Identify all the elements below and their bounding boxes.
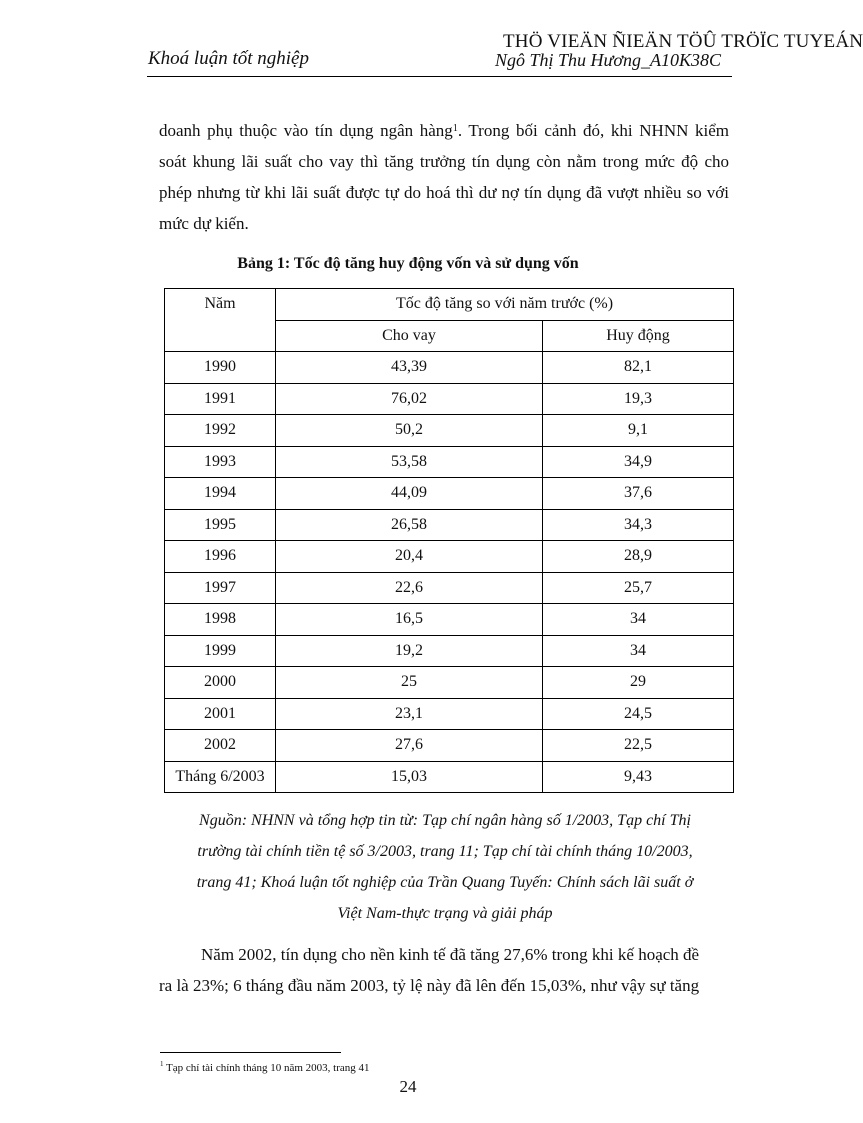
cell-loan: 76,02: [276, 383, 543, 415]
cell-year: 1993: [165, 446, 276, 478]
cell-year: 1994: [165, 478, 276, 510]
footnote-marker: 1: [160, 1060, 164, 1068]
cell-year: 1998: [165, 604, 276, 636]
cell-loan: 23,1: [276, 698, 543, 730]
header-watermark: THÖ VIEÄN ÑIEÄN TÖÛ TRÖÏC TUYEÁN: [503, 31, 863, 52]
cell-deposit: 19,3: [543, 383, 734, 415]
table-row: [165, 415, 734, 447]
header-loan: Cho vay: [276, 320, 543, 352]
cell-deposit: 24,5: [543, 698, 734, 730]
body-line-1: Năm 2002, tín dụng cho nền kinh tế đã tăng 27,6% trong khi kế hoạch đề: [201, 945, 700, 964]
cell-loan: 15,03: [276, 761, 543, 793]
source-line-2: trường tài chính tiền tệ số 3/2003, trang 11; Tạp chí tài chính tháng 10/2003,: [197, 843, 693, 860]
body-line-2: ra là 23%; 6 tháng đầu năm 2003, tỷ lệ này đã lên đến 15,03%, như vậy sự tăng: [159, 976, 700, 995]
cell-loan: 22,6: [276, 572, 543, 604]
header-rule: [147, 76, 732, 77]
cell-loan: 19,2: [276, 635, 543, 667]
footnote-rule: [160, 1052, 341, 1053]
table-source: [160, 805, 730, 929]
cell-year: 2000: [165, 667, 276, 699]
page-number: 24: [399, 1077, 417, 1096]
intro-line-1a: doanh phụ thuộc vào tín dụng ngân hàng: [159, 121, 453, 140]
source-line-3: trang 41; Khoá luận tốt nghiệp của Trần Quang Tuyến: Chính sách lãi suất ở: [196, 874, 694, 891]
table-row: [165, 635, 734, 667]
intro-line-3: phép nhưng từ khi lãi suất được tự do hoá thì dư nợ tín dụng đã vượt nhiều so với: [159, 183, 729, 202]
cell-loan: 26,58: [276, 509, 543, 541]
table-row: [165, 446, 734, 478]
cell-loan: 53,58: [276, 446, 543, 478]
cell-loan: 25: [276, 667, 543, 699]
header-group: Tốc độ tăng so với năm trước (%): [276, 289, 734, 321]
cell-loan: 16,5: [276, 604, 543, 636]
cell-year: 1999: [165, 635, 276, 667]
header-deposit: Huy động: [543, 320, 734, 352]
intro-line-4: mức dự kiến.: [159, 214, 249, 233]
table-row: [165, 509, 734, 541]
table-row: [165, 572, 734, 604]
table-row: [165, 541, 734, 573]
source-line-4: Việt Nam-thực trạng và giải pháp: [337, 905, 553, 922]
cell-deposit: 28,9: [543, 541, 734, 573]
table-row: [165, 698, 734, 730]
intro-line-2: soát khung lãi suất cho vay thì tăng trưởng tín dụng còn nằm trong mức độ cho: [159, 152, 729, 171]
cell-year: 1996: [165, 541, 276, 573]
table-row: [165, 352, 734, 384]
cell-year: 1990: [165, 352, 276, 384]
body-paragraph: [159, 939, 729, 1001]
cell-deposit: 34: [543, 635, 734, 667]
table-row: [165, 478, 734, 510]
footnote-text: Tạp chí tài chính tháng 10 năm 2003, trang 41: [163, 1062, 370, 1074]
cell-loan: 43,39: [276, 352, 543, 384]
cell-loan: 50,2: [276, 415, 543, 447]
cell-year: Tháng 6/2003: [165, 761, 276, 793]
cell-deposit: 34: [543, 604, 734, 636]
cell-loan: 27,6: [276, 730, 543, 762]
source-line-1: Nguồn: NHNN và tổng hợp tin từ: Tạp chí ngân hàng số 1/2003, Tạp chí Thị: [199, 812, 691, 829]
cell-deposit: 34,3: [543, 509, 734, 541]
table-header-row: [165, 289, 734, 321]
cell-deposit: 82,1: [543, 352, 734, 384]
cell-deposit: 9,43: [543, 761, 734, 793]
table-row: [165, 383, 734, 415]
cell-loan: 20,4: [276, 541, 543, 573]
cell-year: 2002: [165, 730, 276, 762]
header-left-title: Khoá luận tốt nghiệp: [148, 48, 309, 69]
growth-table: [164, 288, 734, 793]
footnote-ref: 1: [452, 123, 458, 134]
intro-line-1b: . Trong bối cảnh đó, khi NHNN kiểm: [457, 121, 729, 140]
table-row: [165, 667, 734, 699]
footnote: [160, 1062, 370, 1074]
table-row: [165, 604, 734, 636]
intro-paragraph: [159, 115, 729, 239]
cell-year: 2001: [165, 698, 276, 730]
header-author: Ngô Thị Thu Hương_A10K38C: [495, 50, 721, 70]
table-caption: Bảng 1: Tốc độ tăng huy động vốn và sử dụng vốn: [237, 255, 579, 272]
intro-line-1: [159, 115, 729, 146]
table-row: [165, 761, 734, 793]
cell-deposit: 22,5: [543, 730, 734, 762]
cell-deposit: 25,7: [543, 572, 734, 604]
cell-year: 1997: [165, 572, 276, 604]
cell-year: 1992: [165, 415, 276, 447]
cell-deposit: 29: [543, 667, 734, 699]
table-row: [165, 730, 734, 762]
header-year: Năm: [165, 289, 276, 352]
cell-year: 1995: [165, 509, 276, 541]
cell-year: 1991: [165, 383, 276, 415]
cell-deposit: 37,6: [543, 478, 734, 510]
cell-loan: 44,09: [276, 478, 543, 510]
cell-deposit: 34,9: [543, 446, 734, 478]
cell-deposit: 9,1: [543, 415, 734, 447]
